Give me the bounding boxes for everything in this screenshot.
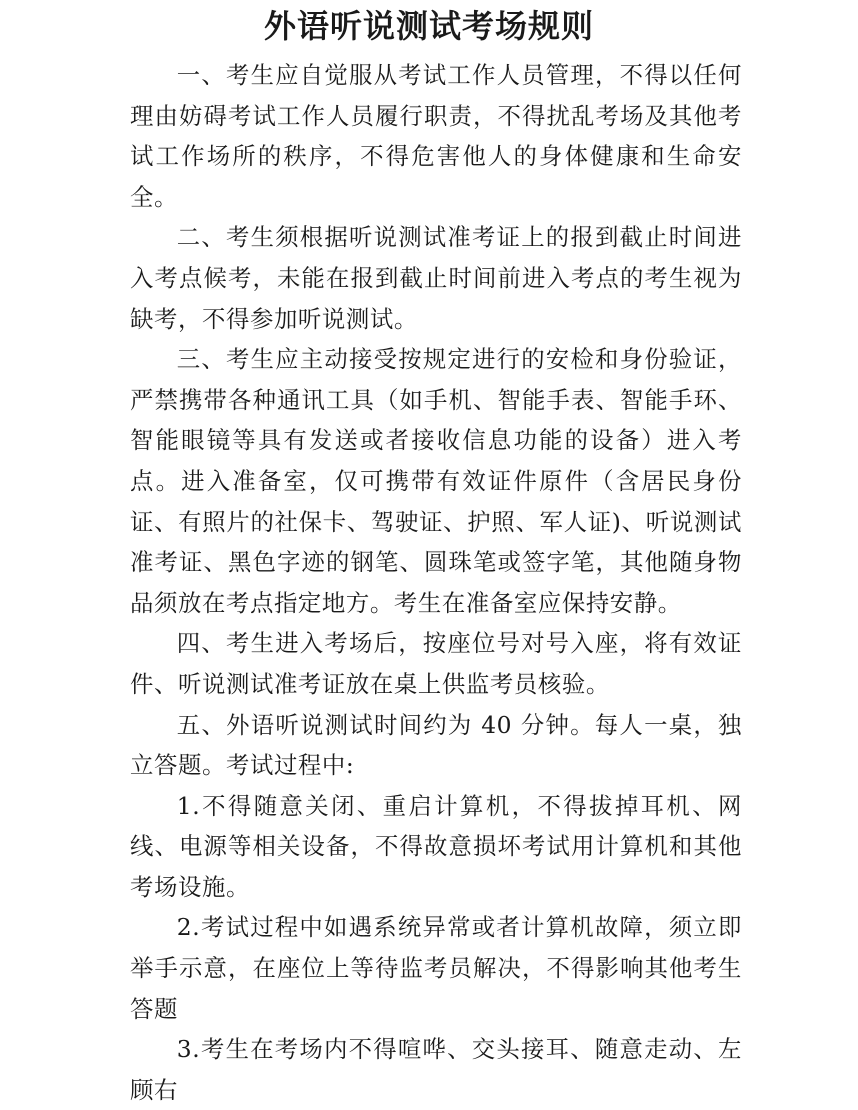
rule-paragraph-5: 五、外语听说测试时间约为 40 分钟。每人一桌，独立答题。考试过程中: [130,710,742,780]
rule-subitem-2: 2.考试过程中如遇系统异常或者计算机故障，须立即举手示意，在座位上等待监考员解决，不得影响其他考生答题 [130,913,742,1023]
rule-subitem-1: 1.不得随意关闭、重启计算机，不得拔掉耳机、网线、电源等相关设备，不得故意损坏考试用计算机和其他考场设施。 [130,791,742,901]
rule-paragraph-1: 一、考生应自觉服从考试工作人员管理，不得以任何理由妨碍考试工作人员履行职责，不得扰乱考场及其他考试工作场所的秩序，不得危害他人的身体健康和生命安全。 [130,61,742,211]
rule-paragraph-3: 三、考生应主动接受按规定进行的安检和身份验证，严禁携带各种通讯工具（如手机、智能手表、智能手环、智能眼镜等具有发送或者接收信息功能的设备）进入考点。进入准备室，仅可携带有效证件原件（含居民身份证、有照片的社保卡、驾驶证、护照、军人证)、听说测试准考证、黑色字迹的钢笔、圆珠笔或签字笔，其他随身物品须放在考点指定地方。考生在准备室应保持安静。 [130,345,742,617]
rule-paragraph-2: 二、考生须根据听说测试准考证上的报到截止时间进入考点候考，未能在报到截止时间前进入考点的考生视为缺考，不得参加听说测试。 [130,223,742,333]
rule-paragraph-4: 四、考生进入考场后，按座位号对号入座，将有效证件、听说测试准考证放在桌上供监考员核验。 [130,629,742,698]
rule-subitem-3: 3.考生在考场内不得喧哗、交头接耳、随意走动、左顾右 [130,1035,742,1104]
document-body [130,55,742,1110]
document-title: 外语听说测试考场规则 [263,7,594,45]
